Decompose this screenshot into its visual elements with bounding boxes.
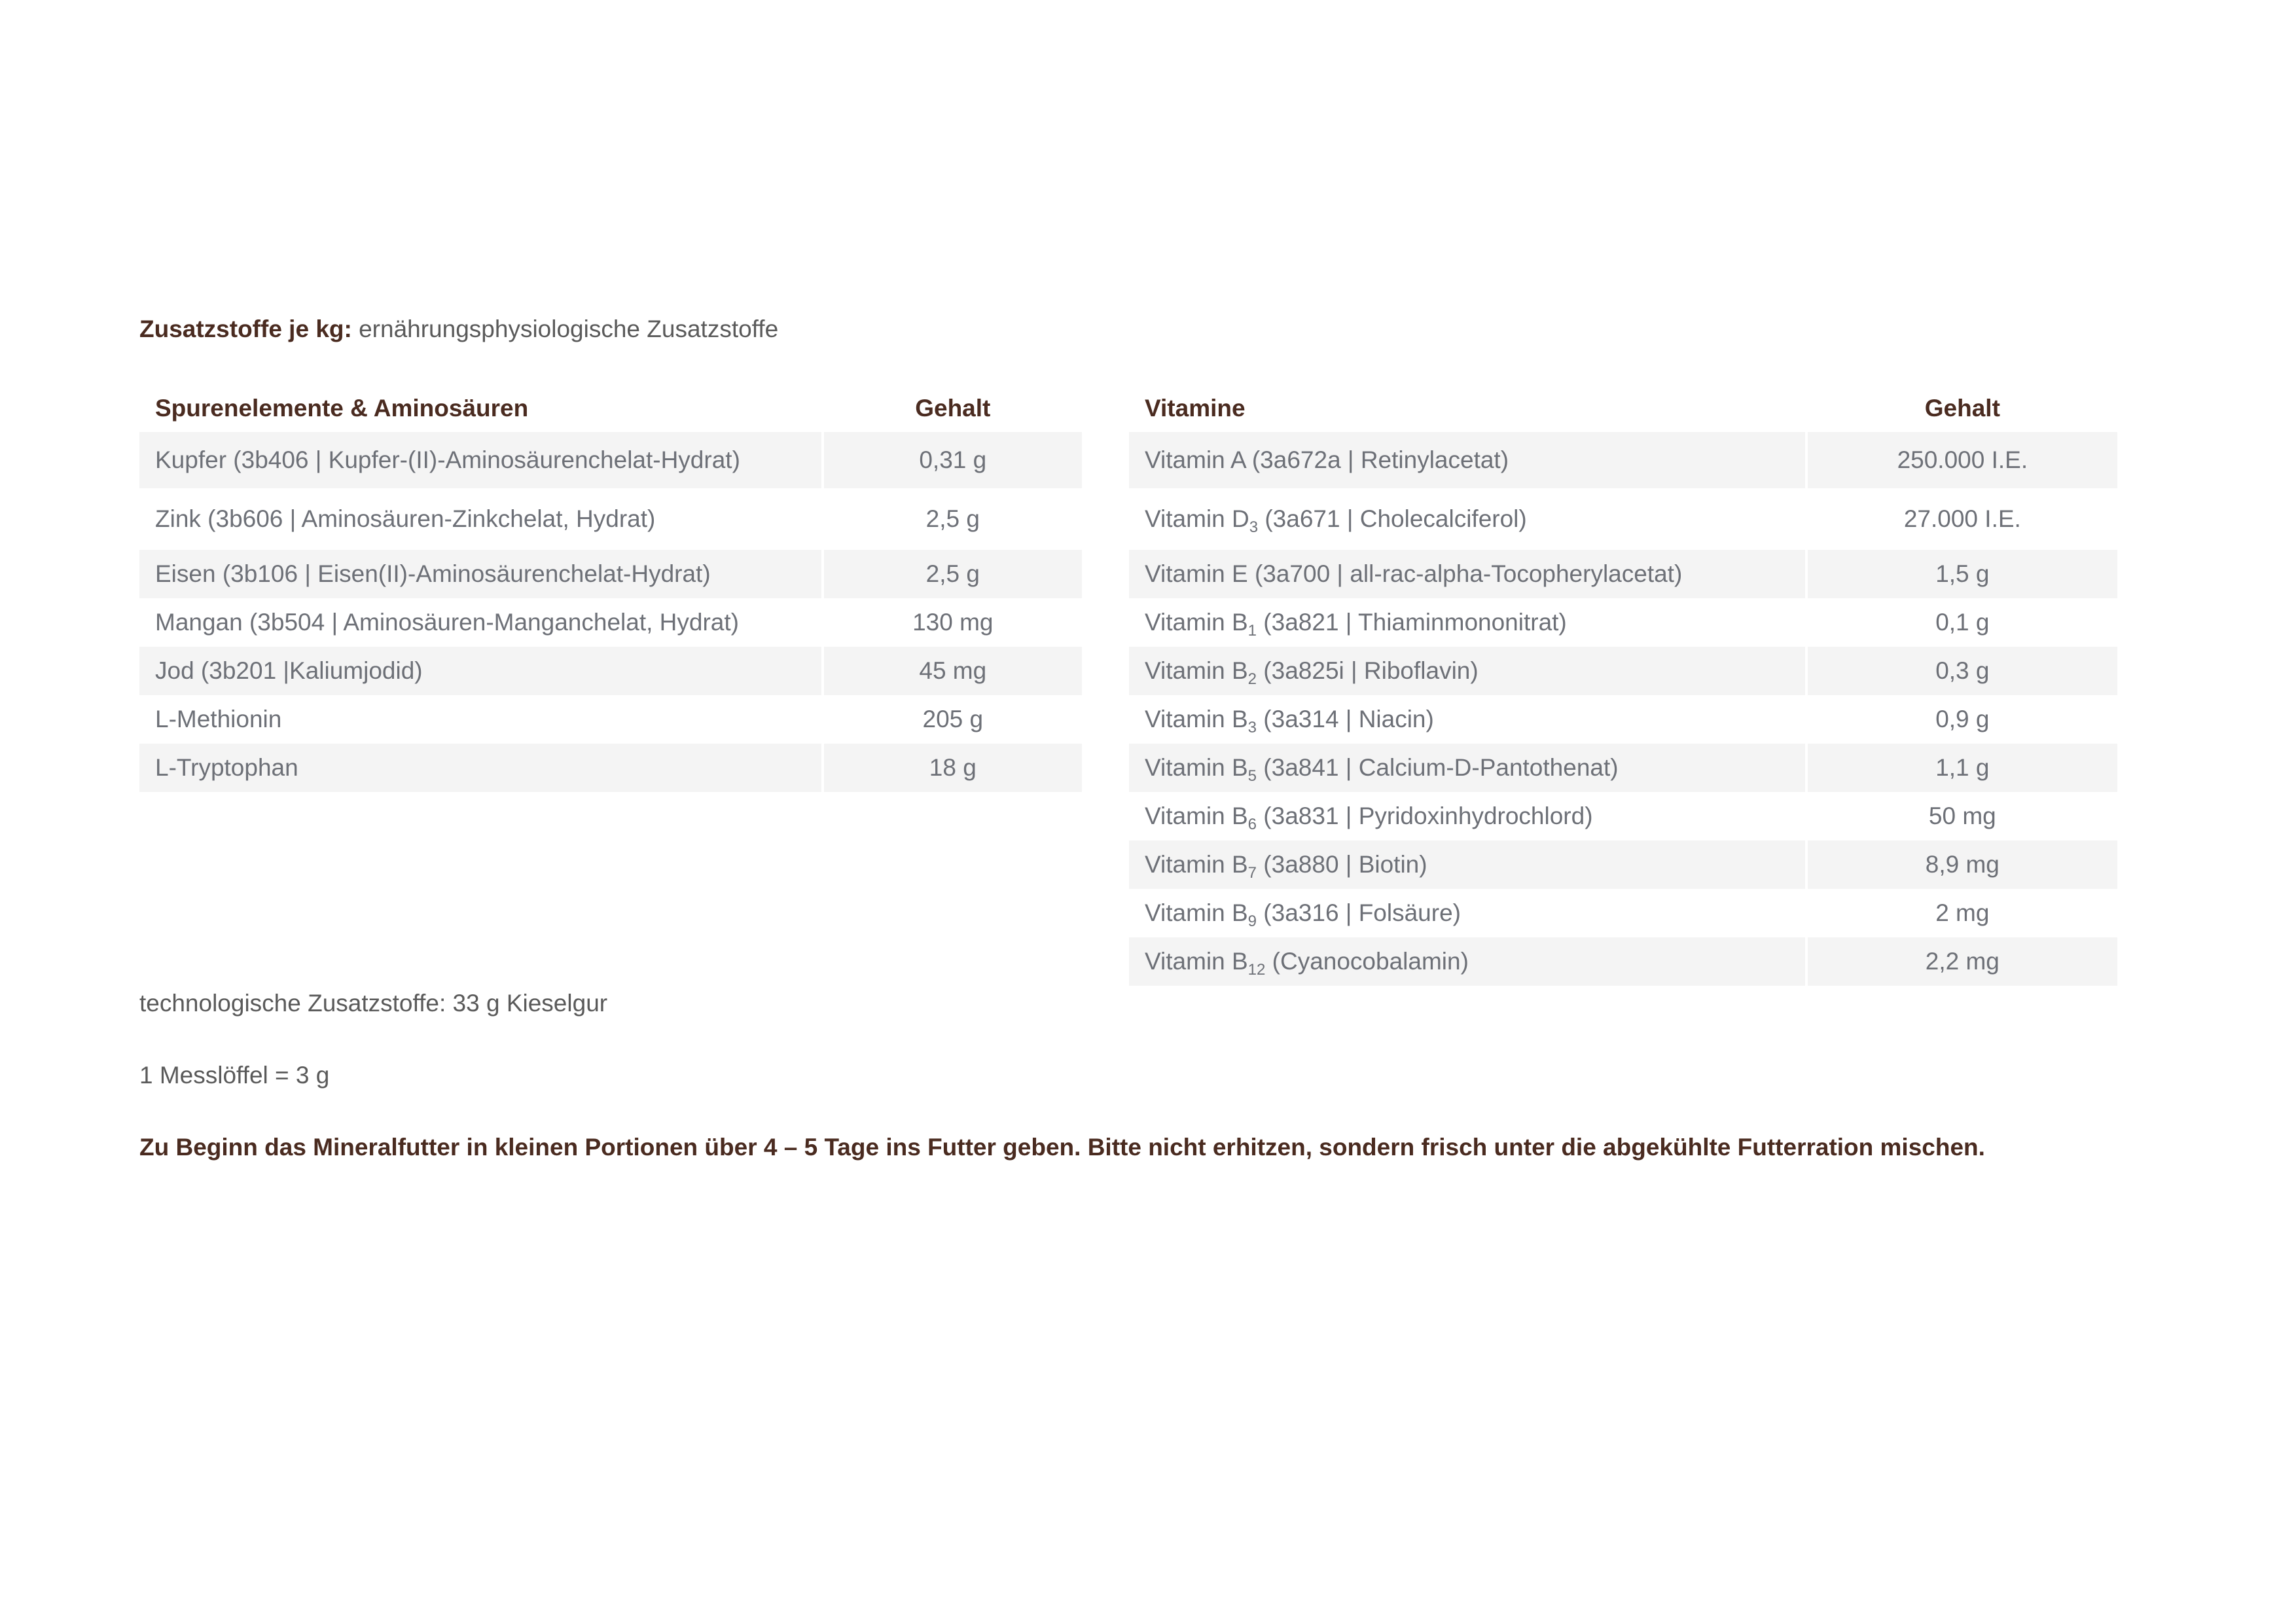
vitamin-amount: 1,5 g xyxy=(1808,550,2117,598)
trace-elements-header: Spurenelemente & Aminosäuren xyxy=(155,395,529,422)
vitamin-label: Vitamin B xyxy=(1145,706,1248,732)
vitamin-subscript: 6 xyxy=(1247,816,1257,833)
vitamin-label: Vitamin E (3a700 | all-rac-alpha-Tocopherylacetat) xyxy=(1145,560,1683,587)
vitamin-subscript: 3 xyxy=(1249,518,1259,536)
additives-intro xyxy=(139,313,2116,346)
vitamin-amount: 2 mg xyxy=(1808,889,2117,937)
vitamin-name xyxy=(1129,792,1805,840)
vitamin-amount: 0,1 g xyxy=(1808,598,2117,647)
vitamin-subscript: 2 xyxy=(1247,670,1257,688)
trace-elements-table xyxy=(137,385,1085,792)
table-row xyxy=(1129,432,2117,488)
vitamin-subscript: 3 xyxy=(1247,719,1257,736)
vitamin-label: Vitamin B xyxy=(1145,657,1248,684)
ingredient-name: Kupfer (3b406 | Kupfer-(II)-Aminosäurenchelat-Hydrat) xyxy=(139,432,821,488)
table-row xyxy=(1129,889,2117,937)
product-info xyxy=(139,313,2116,1161)
vitamin-amount: 250.000 I.E. xyxy=(1808,432,2117,488)
vitamin-amount: 0,9 g xyxy=(1808,695,2117,744)
table-row xyxy=(1129,792,2117,840)
vitamin-source: (3a821 | Thiaminmononitrat) xyxy=(1257,609,1567,636)
ingredient-name: Eisen (3b106 | Eisen(II)-Aminosäurenchelat-Hydrat) xyxy=(139,550,821,598)
vitamin-name xyxy=(1129,840,1805,889)
ingredient-name: L-Tryptophan xyxy=(139,744,821,792)
vitamins-header: Vitamine xyxy=(1145,395,1246,422)
table-row xyxy=(139,744,1082,792)
vitamin-source: (3a316 | Folsäure) xyxy=(1257,899,1461,926)
ingredient-name: Zink (3b606 | Aminosäuren-Zinkchelat, Hydrat) xyxy=(139,488,821,550)
vitamin-source: (3a825i | Riboflavin) xyxy=(1257,657,1479,684)
vitamin-name xyxy=(1129,744,1805,792)
table-row xyxy=(139,488,1082,550)
vitamin-name xyxy=(1129,598,1805,647)
vitamin-name xyxy=(1129,550,1805,598)
table-row xyxy=(1129,647,2117,695)
vitamin-amount: 0,3 g xyxy=(1808,647,2117,695)
vitamin-label: Vitamin B xyxy=(1145,609,1248,636)
vitamin-name xyxy=(1129,937,1805,986)
feeding-instruction: Zu Beginn das Mineralfutter in kleinen Portionen über 4 – 5 Tage ins Futter geben. Bitte nicht erhitzen, sondern frisch unter die abgekühlte Futterration mischen. xyxy=(139,1134,1985,1161)
vitamin-subscript: 7 xyxy=(1247,864,1257,882)
vitamin-amount: 27.000 I.E. xyxy=(1808,488,2117,550)
vitamin-amount: 2,2 mg xyxy=(1808,937,2117,986)
vitamin-source: (Cyanocobalamin) xyxy=(1265,948,1469,975)
vitamins-table xyxy=(1126,385,2120,986)
ingredient-name: L-Methionin xyxy=(139,695,821,744)
vitamin-subscript: 1 xyxy=(1247,622,1257,640)
table-row xyxy=(1129,695,2117,744)
vitamin-label: Vitamin B xyxy=(1145,754,1248,781)
ingredient-amount: 2,5 g xyxy=(824,550,1082,598)
table-row xyxy=(1129,744,2117,792)
ingredient-amount: 45 mg xyxy=(824,647,1082,695)
vitamin-label: Vitamin B xyxy=(1145,803,1248,829)
vitamin-subscript: 5 xyxy=(1247,767,1257,785)
ingredient-amount: 2,5 g xyxy=(824,488,1082,550)
additives-label: Zusatzstoffe je kg: xyxy=(139,316,352,342)
vitamin-source: (3a831 | Pyridoxinhydrochlord) xyxy=(1257,803,1593,829)
vitamin-label: Vitamin B xyxy=(1145,948,1248,975)
table-row xyxy=(1129,937,2117,986)
vitamin-label: Vitamin B xyxy=(1145,851,1248,878)
vitamin-label: Vitamin A (3a672a | Retinylacetat) xyxy=(1145,446,1509,473)
vitamin-name xyxy=(1129,488,1805,550)
trace-elements-amount-header: Gehalt xyxy=(915,395,991,422)
vitamin-source: (3a671 | Cholecalciferol) xyxy=(1258,505,1527,532)
vitamin-label: Vitamin B xyxy=(1145,899,1248,926)
vitamin-amount: 50 mg xyxy=(1808,792,2117,840)
table-row xyxy=(139,695,1082,744)
vitamin-subscript: 9 xyxy=(1247,912,1257,930)
measuring-spoon-note: 1 Messlöffel = 3 g xyxy=(139,1062,330,1089)
vitamin-source: (3a314 | Niacin) xyxy=(1257,706,1434,732)
ingredient-amount: 0,31 g xyxy=(824,432,1082,488)
ingredient-name: Mangan (3b504 | Aminosäuren-Manganchelat, Hydrat) xyxy=(139,598,821,647)
ingredient-amount: 18 g xyxy=(824,744,1082,792)
table-row xyxy=(139,550,1082,598)
tables-area xyxy=(139,385,2116,1000)
ingredient-amount: 130 mg xyxy=(824,598,1082,647)
vitamin-name xyxy=(1129,432,1805,488)
vitamin-source: (3a841 | Calcium-D-Pantothenat) xyxy=(1257,754,1619,781)
table-row xyxy=(1129,840,2117,889)
vitamin-subscript: 12 xyxy=(1247,961,1266,979)
table-row xyxy=(139,598,1082,647)
vitamin-amount: 8,9 mg xyxy=(1808,840,2117,889)
vitamin-amount: 1,1 g xyxy=(1808,744,2117,792)
ingredient-amount: 205 g xyxy=(824,695,1082,744)
vitamins-amount-header: Gehalt xyxy=(1924,395,2000,422)
vitamin-label: Vitamin D xyxy=(1145,505,1249,532)
table-row xyxy=(1129,488,2117,550)
table-row xyxy=(139,432,1082,488)
vitamin-name xyxy=(1129,647,1805,695)
table-row xyxy=(139,647,1082,695)
vitamin-name xyxy=(1129,889,1805,937)
table-row xyxy=(1129,598,2117,647)
ingredient-name: Jod (3b201 |Kaliumjodid) xyxy=(139,647,821,695)
vitamin-source: (3a880 | Biotin) xyxy=(1257,851,1427,878)
table-row xyxy=(1129,550,2117,598)
technological-additives: technologische Zusatzstoffe: 33 g Kieselgur xyxy=(139,990,608,1017)
additives-type: ernährungsphysiologische Zusatzstoffe xyxy=(351,316,779,342)
vitamin-name xyxy=(1129,695,1805,744)
